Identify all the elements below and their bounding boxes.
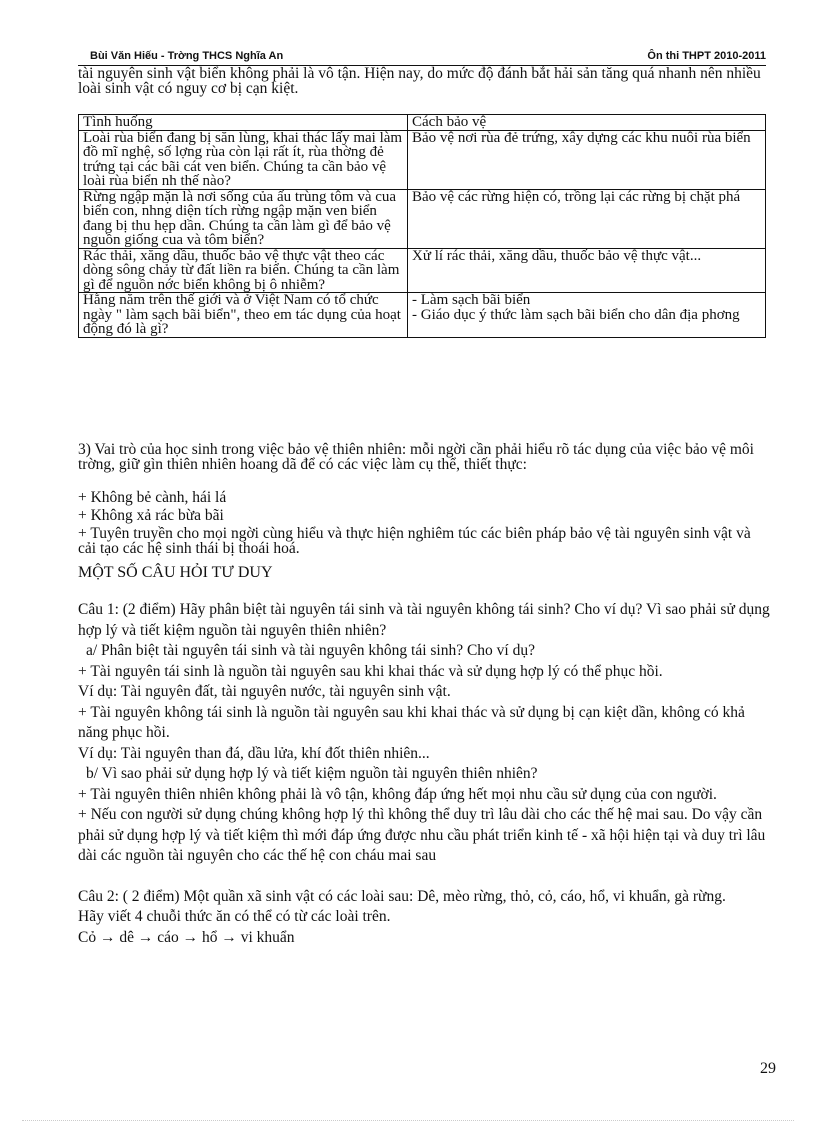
table-cell: Bảo vệ các rừng hiện có, trồng lại các rừng bị chặt phá bbox=[408, 189, 766, 248]
table-cell: Bảo vệ nơi rùa đẻ trứng, xây dựng các khu nuôi rùa biển bbox=[408, 130, 766, 189]
question-1-line: + Tài nguyên tái sinh là nguồn tài nguyên sau khi khai thác và sử dụng hợp lý có thể phục hồi. bbox=[78, 662, 663, 680]
page-header bbox=[78, 49, 766, 66]
intro-paragraph: tài nguyên sinh vật biển không phải là vô tận. Hiện nay, do mức độ đánh bắt hải sản tăng quá nhanh nên nhiều loài sinh vật có nguy cơ bị cạn kiệt. bbox=[78, 65, 761, 97]
question-1-line: + Nếu con người sử dụng chúng không hợp lý thì không thể duy trì lâu dài cho các thế hệ mai sau. Do vậy cần phải sử dụng hợp lý và tiết kiệm thì mới đáp ứng được nhu cầu phát triển kinh tế - xã hội hiện tại và duy trì lâu dài các nguồn tài nguyên cho các thế hệ con cháu mai sau bbox=[78, 806, 766, 864]
header-left: Bùi Văn Hiếu - Trờng THCS Nghĩa An bbox=[90, 50, 284, 62]
section-heading: MỘT SỐ CÂU HỎI TƯ DUY bbox=[78, 564, 273, 581]
food-chain: Cỏ → dê → cáo → hổ → vi khuẩn bbox=[78, 928, 295, 946]
table-row bbox=[79, 189, 766, 248]
table-header-cell: Cách bảo vệ bbox=[408, 115, 766, 131]
table-row bbox=[79, 293, 766, 338]
page-number: 29 bbox=[760, 1060, 776, 1077]
table-cell: Hằng năm trên thế giới và ở Việt Nam có tổ chức ngày " làm sạch bãi biển", theo em tác dụng của hoạt động đó là gì? bbox=[79, 293, 408, 338]
header-right: Ôn thi THPT 2010-2011 bbox=[647, 50, 766, 62]
table-cell: Rừng ngập mặn là nơi sống của ấu trùng tôm và cua biển con, nhng diện tích rừng ngập mặn ven biển đang bị thu hẹp dần. Chúng ta cần làm gì để bảo vệ nguồn giống cua và tôm biển? bbox=[79, 189, 408, 248]
question-1-title: Câu 1: (2 điểm) Hãy phân biệt tài nguyên tái sinh và tài nguyên không tái sinh? Cho ví dụ? Vì sao phải sử dụng hợp lý và tiết kiệm nguồn tài nguyên thiên nhiên? bbox=[78, 601, 770, 639]
table-cell: Xử lí rác thải, xăng dầu, thuốc bảo vệ thực vật... bbox=[408, 248, 766, 293]
table-cell: Loài rùa biển đang bị săn lùng, khai thác lấy mai làm đồ mĩ nghệ, số lợng rùa còn lại rất ít, rùa thờng đẻ trứng tại các bãi cát ven biển. Chúng ta cần bảo vệ loài rùa biển nh thế nào? bbox=[79, 130, 408, 189]
table-row bbox=[79, 130, 766, 189]
question-2-line: Hãy viết 4 chuỗi thức ăn có thể có từ các loài trên. bbox=[78, 908, 391, 925]
question-1-line: + Tài nguyên thiên nhiên không phải là vô tận, không đáp ứng hết mọi nhu cầu sử dụng của con người. bbox=[78, 785, 717, 803]
question-1-line: + Tài nguyên không tái sinh là nguồn tài nguyên sau khi khai thác và sử dụng bị cạn kiệt dần, không có khả năng phục hồi. bbox=[78, 703, 745, 741]
table-cell: - Làm sạch bãi biển - Giáo dục ý thức làm sạch bãi biển cho dân địa phơng bbox=[408, 293, 766, 338]
page-bottom-border bbox=[22, 1120, 794, 1121]
section3-item: + Không xả rác bừa bãi bbox=[78, 507, 224, 524]
question-1-line: b/ Vì sao phải sử dụng hợp lý và tiết kiệm nguồn tài nguyên thiên nhiên? bbox=[86, 765, 538, 782]
table-header-row bbox=[79, 115, 766, 131]
protection-table bbox=[78, 114, 766, 338]
question-1-line: a/ Phân biệt tài nguyên tái sinh và tài nguyên không tái sinh? Cho ví dụ? bbox=[86, 642, 535, 659]
table-header-cell: Tình huống bbox=[79, 115, 408, 131]
question-2-title: Câu 2: ( 2 điểm) Một quần xã sinh vật có các loài sau: Dê, mèo rừng, thỏ, cỏ, cáo, hổ, vi khuẩn, gà rừng. bbox=[78, 887, 726, 905]
question-1-line: Ví dụ: Tài nguyên than đá, dầu lửa, khí đốt thiên nhiên... bbox=[78, 744, 430, 762]
question-1-line: Ví dụ: Tài nguyên đất, tài nguyên nước, tài nguyên sinh vật. bbox=[78, 683, 451, 700]
questions-block bbox=[78, 600, 773, 948]
section3-item: + Tuyên truyền cho mọi ngời cùng hiểu và thực hiện nghiêm túc các biên pháp bảo vệ tài nguyên sinh vật và cải tạo các hệ sinh thái bị thoái hoá. bbox=[78, 525, 751, 557]
table-row bbox=[79, 248, 766, 293]
section3-intro: 3) Vai trò của học sinh trong việc bảo vệ thiên nhiên: mỗi ngời cần phải hiểu rõ tác dụng của việc bảo vệ môi trờng, giữ gìn thiên nhiên hoang dã để có các việc làm cụ thể, thiết thực: bbox=[78, 441, 754, 473]
section3-item: + Không bẻ cành, hái lá bbox=[78, 489, 227, 506]
table-cell: Rác thải, xăng dầu, thuốc bảo vệ thực vật theo các dòng sông chảy từ đất liền ra biển. Chúng ta cần làm gì để nguồn nớc biển không bị ô nhiễm? bbox=[79, 248, 408, 293]
